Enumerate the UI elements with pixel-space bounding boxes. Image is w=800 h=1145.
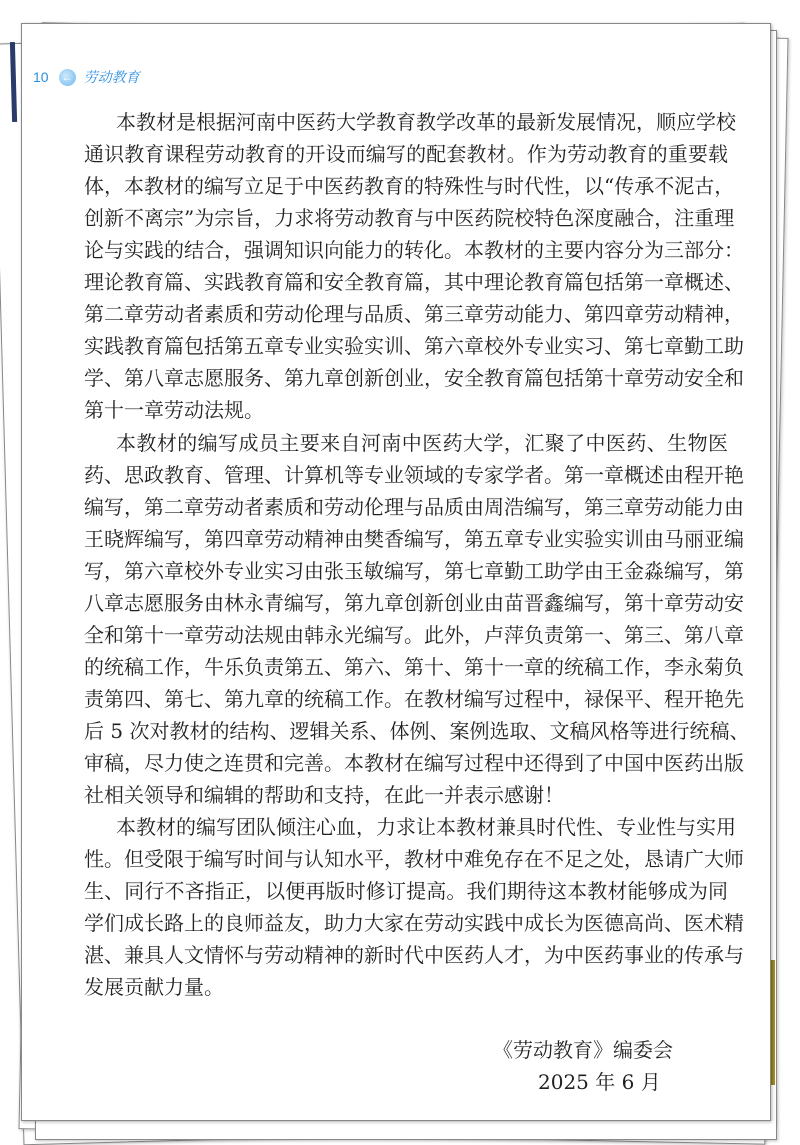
paragraph-line: 八章志愿服务由林永青编写，第九章创新创业由苗晋鑫编写，第十章劳动安 [84,591,744,615]
paragraph-line: 学们成长路上的良师益友，助力大家在劳动实践中成长为医德高尚、医术精 [84,911,744,935]
paragraph-line: 实践教育篇包括第五章专业实验实训、第六章校外专业实习、第七章勤工助 [84,334,744,358]
paragraph-line: 后 5 次对教材的结构、逻辑关系、体例、案例选取、文稿风格等进行统稿、 [84,719,750,743]
paragraph-line: 学、第八章志愿服务、第九章创新创业，安全教育篇包括第十章劳动安全和 [84,366,744,390]
page-number: 10 [33,69,49,85]
paragraph-line: 全和第十一章劳动法规由韩永光编写。此外，卢萍负责第一、第三、第八章 [84,623,744,647]
paragraph-line: 本教材的编写成员主要来自河南中医药大学，汇聚了中医药、生物医 [116,431,728,455]
paragraph-line: 审稿，尽力使之连贯和完善。本教材在编写过程中还得到了中国中医药出版 [84,751,744,775]
paragraph-line: 编写，第二章劳动者素质和劳动伦理与品质由周浩编写，第三章劳动能力由 [84,495,744,519]
paragraph-line: 药、思政教育、管理、计算机等专业领域的专家学者。第一章概述由程开艳 [84,463,744,487]
paragraph-line: 王晓辉编写，第四章劳动精神由樊香编写，第五章专业实验实训由马丽亚编 [84,527,744,551]
paragraph-line: 本教材是根据河南中医药大学教育教学改革的最新发展情况，顺应学校 [116,110,736,134]
paragraph-line: 写，第六章校外专业实习由张玉敏编写，第七章勤工助学由王金淼编写，第 [84,559,744,583]
paragraph-line: 创新不离宗”为宗旨，力求将劳动教育与中医药院校特色深度融合，注重理 [84,206,735,230]
date: 2025 年 6 月 [538,1070,661,1094]
running-title: 劳动教育 [83,69,140,85]
paragraph-line: 体，本教材的编写立足于中医药教育的特殊性与时代性，以“传承不泥古， [84,174,735,198]
paragraph-line: 理论教育篇、实践教育篇和安全教育篇，其中理论教育篇包括第一章概述、 [84,270,744,294]
paragraph-line: 第二章劳动者素质和劳动伦理与品质、第三章劳动能力、第四章劳动精神， [84,302,744,326]
paragraph-line: 生、同行不吝指正，以便再版时修订提高。我们期待这本教材能够成为同 [84,879,728,903]
paragraph-line: 湛、兼具人文情怀与劳动精神的新时代中医药人才，为中医药事业的传承与 [84,943,744,967]
page-header [33,67,140,87]
paragraph-line: 社相关领导和编辑的帮助和支持，在此一并表示感谢！ [84,783,564,807]
paragraph-line: 发展贡献力量。 [84,975,224,999]
arrow-left-icon: ← [59,69,76,86]
paragraph-line: 第十一章劳动法规。 [84,398,264,422]
paragraph-line: 的统稿工作，牛乐负责第五、第六、第十、第十一章的统稿工作，李永菊负 [84,655,744,679]
paragraph-line: 本教材的编写团队倾注心血，力求让本教材兼具时代性、专业性与实用 [116,815,736,839]
paragraph-line: 论与实践的结合，强调知识向能力的转化。本教材的主要内容分为三部分： [84,238,744,262]
paragraph-line: 通识教育课程劳动教育的开设而编写的配套教材。作为劳动教育的重要载 [84,142,728,166]
paragraph-line: 性。但受限于编写时间与认知水平，教材中难免存在不足之处，恳请广大师 [84,847,744,871]
paragraph-line: 责第四、第七、第九章的统稿工作。在教材编写过程中，禄保平、程开艳先 [84,687,744,711]
signature: 《劳动教育》编委会 [493,1038,673,1062]
